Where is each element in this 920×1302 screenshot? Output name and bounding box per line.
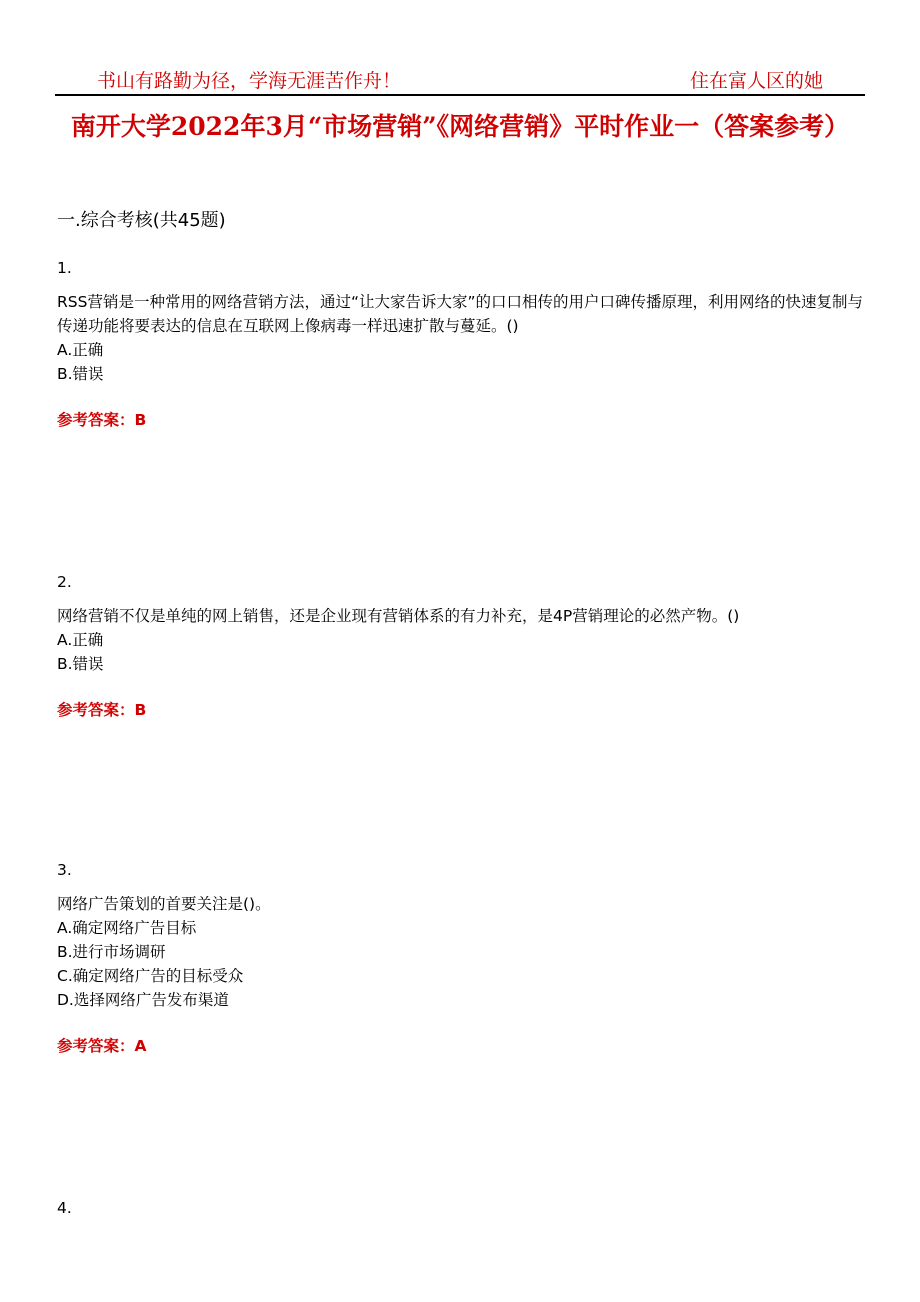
question-number: 2. <box>57 573 72 591</box>
question-number: 1. <box>57 259 72 277</box>
option-d: D.选择网络广告发布渠道 <box>57 991 229 1009</box>
reference-answer: 参考答案：B <box>57 701 147 719</box>
question-stem: 网络广告策划的首要关注是()。 <box>57 895 271 913</box>
question-number: 3. <box>57 861 72 879</box>
question-4 <box>57 1196 865 1220</box>
page-header <box>55 64 865 96</box>
reference-answer: 参考答案：B <box>57 411 147 429</box>
option-a: A.正确 <box>57 631 104 649</box>
option-a: A.确定网络广告目标 <box>57 919 197 937</box>
question-number: 4. <box>57 1199 72 1217</box>
section-heading: 一.综合考核(共45题) <box>57 210 226 231</box>
option-b: B.错误 <box>57 655 104 673</box>
question-2 <box>57 570 865 722</box>
option-b: B.进行市场调研 <box>57 943 166 961</box>
option-c: C.确定网络广告的目标受众 <box>57 967 244 985</box>
question-stem: RSS营销是一种常用的网络营销方法，通过“让大家告诉大家”的口口相传的用户口碑传播原理，利用网络的快速复制与传递功能将要表达的信息在互联网上像病毒一样迅速扩散与蔓延。() <box>57 293 864 335</box>
question-3 <box>57 858 865 1058</box>
header-author: 住在富人区的她 <box>689 70 823 92</box>
reference-answer: 参考答案：A <box>57 1037 147 1055</box>
question-1 <box>57 256 865 432</box>
option-b: B.错误 <box>57 365 104 383</box>
question-stem: 网络营销不仅是单纯的网上销售，还是企业现有营销体系的有力补充，是4P营销理论的必然产物。() <box>57 607 740 625</box>
option-a: A.正确 <box>57 341 104 359</box>
document-title: 南开大学2022年3月“市场营销”《网络营销》平时作业一（答案参考） <box>70 112 850 141</box>
header-motto: 书山有路勤为径，学海无涯苦作舟！ <box>97 70 402 92</box>
